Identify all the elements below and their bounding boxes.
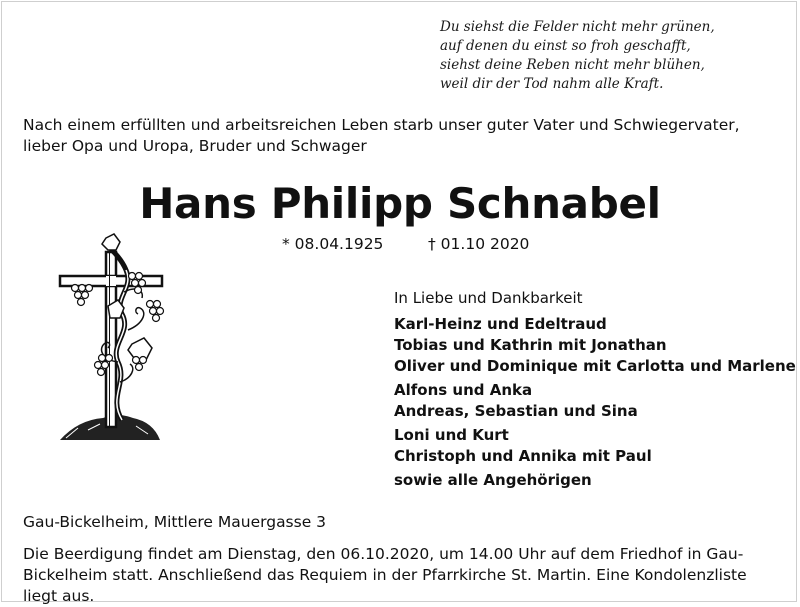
mourner-line: Oliver und Dominique mit Carlotta und Marlene bbox=[394, 357, 796, 375]
mourner-line: Loni und Kurt bbox=[394, 426, 509, 444]
poem-line: auf denen du einst so froh geschafft, bbox=[440, 38, 691, 54]
address: Gau-Bickelheim, Mittlere Mauergasse 3 bbox=[23, 513, 327, 531]
poem-line: siehst deine Reben nicht mehr blühen, bbox=[440, 57, 705, 73]
death-date: † 01.10 2020 bbox=[428, 235, 530, 253]
mourner-line: Christoph und Annika mit Paul bbox=[394, 447, 652, 465]
birth-date: * 08.04.1925 bbox=[282, 235, 384, 253]
mourner-line: Karl-Heinz und Edeltraud bbox=[394, 315, 607, 333]
mourner-line: sowie alle Angehörigen bbox=[394, 471, 592, 489]
intro-text: Nach einem erfüllten und arbeitsreichen Leben starb unser guter Vater und Schwiegervater, lieber Opa und Uropa, Bruder und Schwager bbox=[23, 116, 740, 155]
poem bbox=[440, 18, 780, 94]
cross-with-grapevine-icon bbox=[48, 232, 178, 460]
mourner-line: Tobias und Kathrin mit Jonathan bbox=[394, 336, 667, 354]
funeral-info: Die Beerdigung findet am Dienstag, den 06.10.2020, um 14.00 Uhr auf dem Friedhof in Gau-Bickelheim statt. Anschließend das Requiem in der Pfarrkirche St. Martin. Eine Kondolenzliste liegt aus. bbox=[23, 545, 747, 605]
poem-line: Du siehst die Felder nicht mehr grünen, bbox=[440, 19, 715, 35]
poem-line: weil dir der Tod nahm alle Kraft. bbox=[440, 76, 664, 92]
mourners-list bbox=[394, 314, 794, 491]
mourner-line: Alfons und Anka bbox=[394, 381, 533, 399]
mourners-intro: In Liebe und Dankbarkeit bbox=[394, 289, 583, 307]
mourner-line: Andreas, Sebastian und Sina bbox=[394, 402, 638, 420]
deceased-name: Hans Philipp Schnabel bbox=[139, 179, 661, 228]
